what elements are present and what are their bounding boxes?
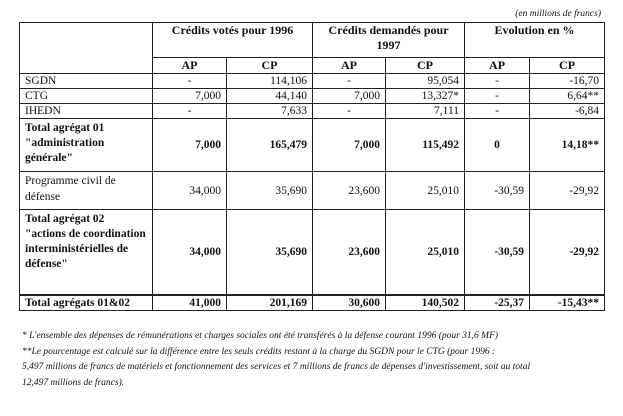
row-label: Programme civil de défense — [20, 172, 153, 210]
table-cell: 165,479 — [227, 119, 313, 172]
table-cell: -30,59 — [465, 172, 530, 210]
table-cell: - — [313, 74, 386, 89]
table-cell: -15,43** — [530, 295, 605, 311]
table-cell: 7,633 — [227, 104, 313, 119]
table-cell: 23,600 — [313, 210, 386, 296]
table-cell: 95,054 — [386, 74, 465, 89]
table-cell: 6,64** — [530, 89, 605, 104]
table-cell: - — [465, 74, 530, 89]
table-row — [20, 89, 605, 104]
subheader-ap: AP — [313, 58, 386, 74]
row-label: CTG — [20, 89, 153, 104]
table-cell: 30,600 — [313, 295, 386, 311]
table-cell: 35,690 — [227, 172, 313, 210]
table-cell: 7,000 — [313, 89, 386, 104]
subheader-cp: CP — [530, 58, 605, 74]
table-cell: -29,92 — [530, 210, 605, 296]
table-cell: -6,84 — [530, 104, 605, 119]
row-label: IHEDN — [20, 104, 153, 119]
header-row — [20, 23, 605, 58]
table-cell: 25,010 — [386, 210, 465, 296]
table-cell: 114,106 — [227, 74, 313, 89]
subheader-cp: CP — [227, 58, 313, 74]
table-cell: 14,18** — [530, 119, 605, 172]
footnote-2: **Le pourcentage est calculé sur la différence entre les seuls crédits restant à la charge du SGDN pour le CTG (pour 1996 : — [22, 346, 496, 357]
table-cell: - — [313, 104, 386, 119]
table-cell: -29,92 — [530, 172, 605, 210]
table-cell: -16,70 — [530, 74, 605, 89]
header-blank — [20, 23, 153, 74]
table-row-total-agregat-02 — [20, 210, 605, 296]
header-evolution: Evolution en % — [465, 23, 605, 58]
table-cell: - — [153, 104, 227, 119]
table-cell: - — [465, 89, 530, 104]
table-cell: 34,000 — [153, 172, 227, 210]
table-row-grand-total — [20, 295, 605, 311]
budget-table — [19, 22, 605, 311]
table-row — [20, 172, 605, 210]
header-credits-demandes: Crédits demandés pour 1997 — [313, 23, 465, 58]
table-cell: 115,492 — [386, 119, 465, 172]
table-cell: 7,111 — [386, 104, 465, 119]
table-cell: -30,59 — [465, 210, 530, 296]
row-label: SGDN — [20, 74, 153, 89]
table-cell: 25,010 — [386, 172, 465, 210]
unit-note: (en millions de francs) — [515, 9, 601, 19]
subheader-cp: CP — [386, 58, 465, 74]
table-row — [20, 74, 605, 89]
footnote-1: * L'ensemble des dépenses de rémunérations et charges sociales ont été transférés à la défense courant 1996 (pour 31,6 MF) — [22, 331, 499, 341]
row-label: Total agrégat 01 "administration générale" — [20, 119, 153, 172]
table-cell: 23,600 — [313, 172, 386, 210]
table-cell: 7,000 — [153, 119, 227, 172]
table-cell: 7,000 — [153, 89, 227, 104]
row-label: Total agrégats 01&02 — [20, 295, 153, 311]
table-cell: 35,690 — [227, 210, 313, 296]
table-cell: - — [465, 104, 530, 119]
header-credits-votes: Crédits votés pour 1996 — [153, 23, 313, 58]
table-cell: 34,000 — [153, 210, 227, 296]
footnotes — [22, 329, 612, 391]
footnote-2-continued: 5,497 millions de francs de matériels et fonctionnement des services et 7 millions de francs de dépenses d'investissement, soit au total — [22, 362, 531, 372]
table-cell: 13,327* — [386, 89, 465, 104]
table-cell: 201,169 — [227, 295, 313, 311]
subheader-ap: AP — [153, 58, 227, 74]
footnote-2-end: 12,497 millions de francs). — [22, 377, 125, 388]
table-cell: -25,37 — [465, 295, 530, 311]
table-cell: 44,140 — [227, 89, 313, 104]
table-cell: 0 — [465, 119, 530, 172]
table-cell: - — [153, 74, 227, 89]
table-row-total-agregat-01 — [20, 119, 605, 172]
table-cell: 41,000 — [153, 295, 227, 311]
table-cell: 7,000 — [313, 119, 386, 172]
subheader-ap: AP — [465, 58, 530, 74]
table-cell: 140,502 — [386, 295, 465, 311]
table-row — [20, 104, 605, 119]
row-label: Total agrégat 02 "actions de coordination interministérielles de défense" — [20, 210, 153, 296]
